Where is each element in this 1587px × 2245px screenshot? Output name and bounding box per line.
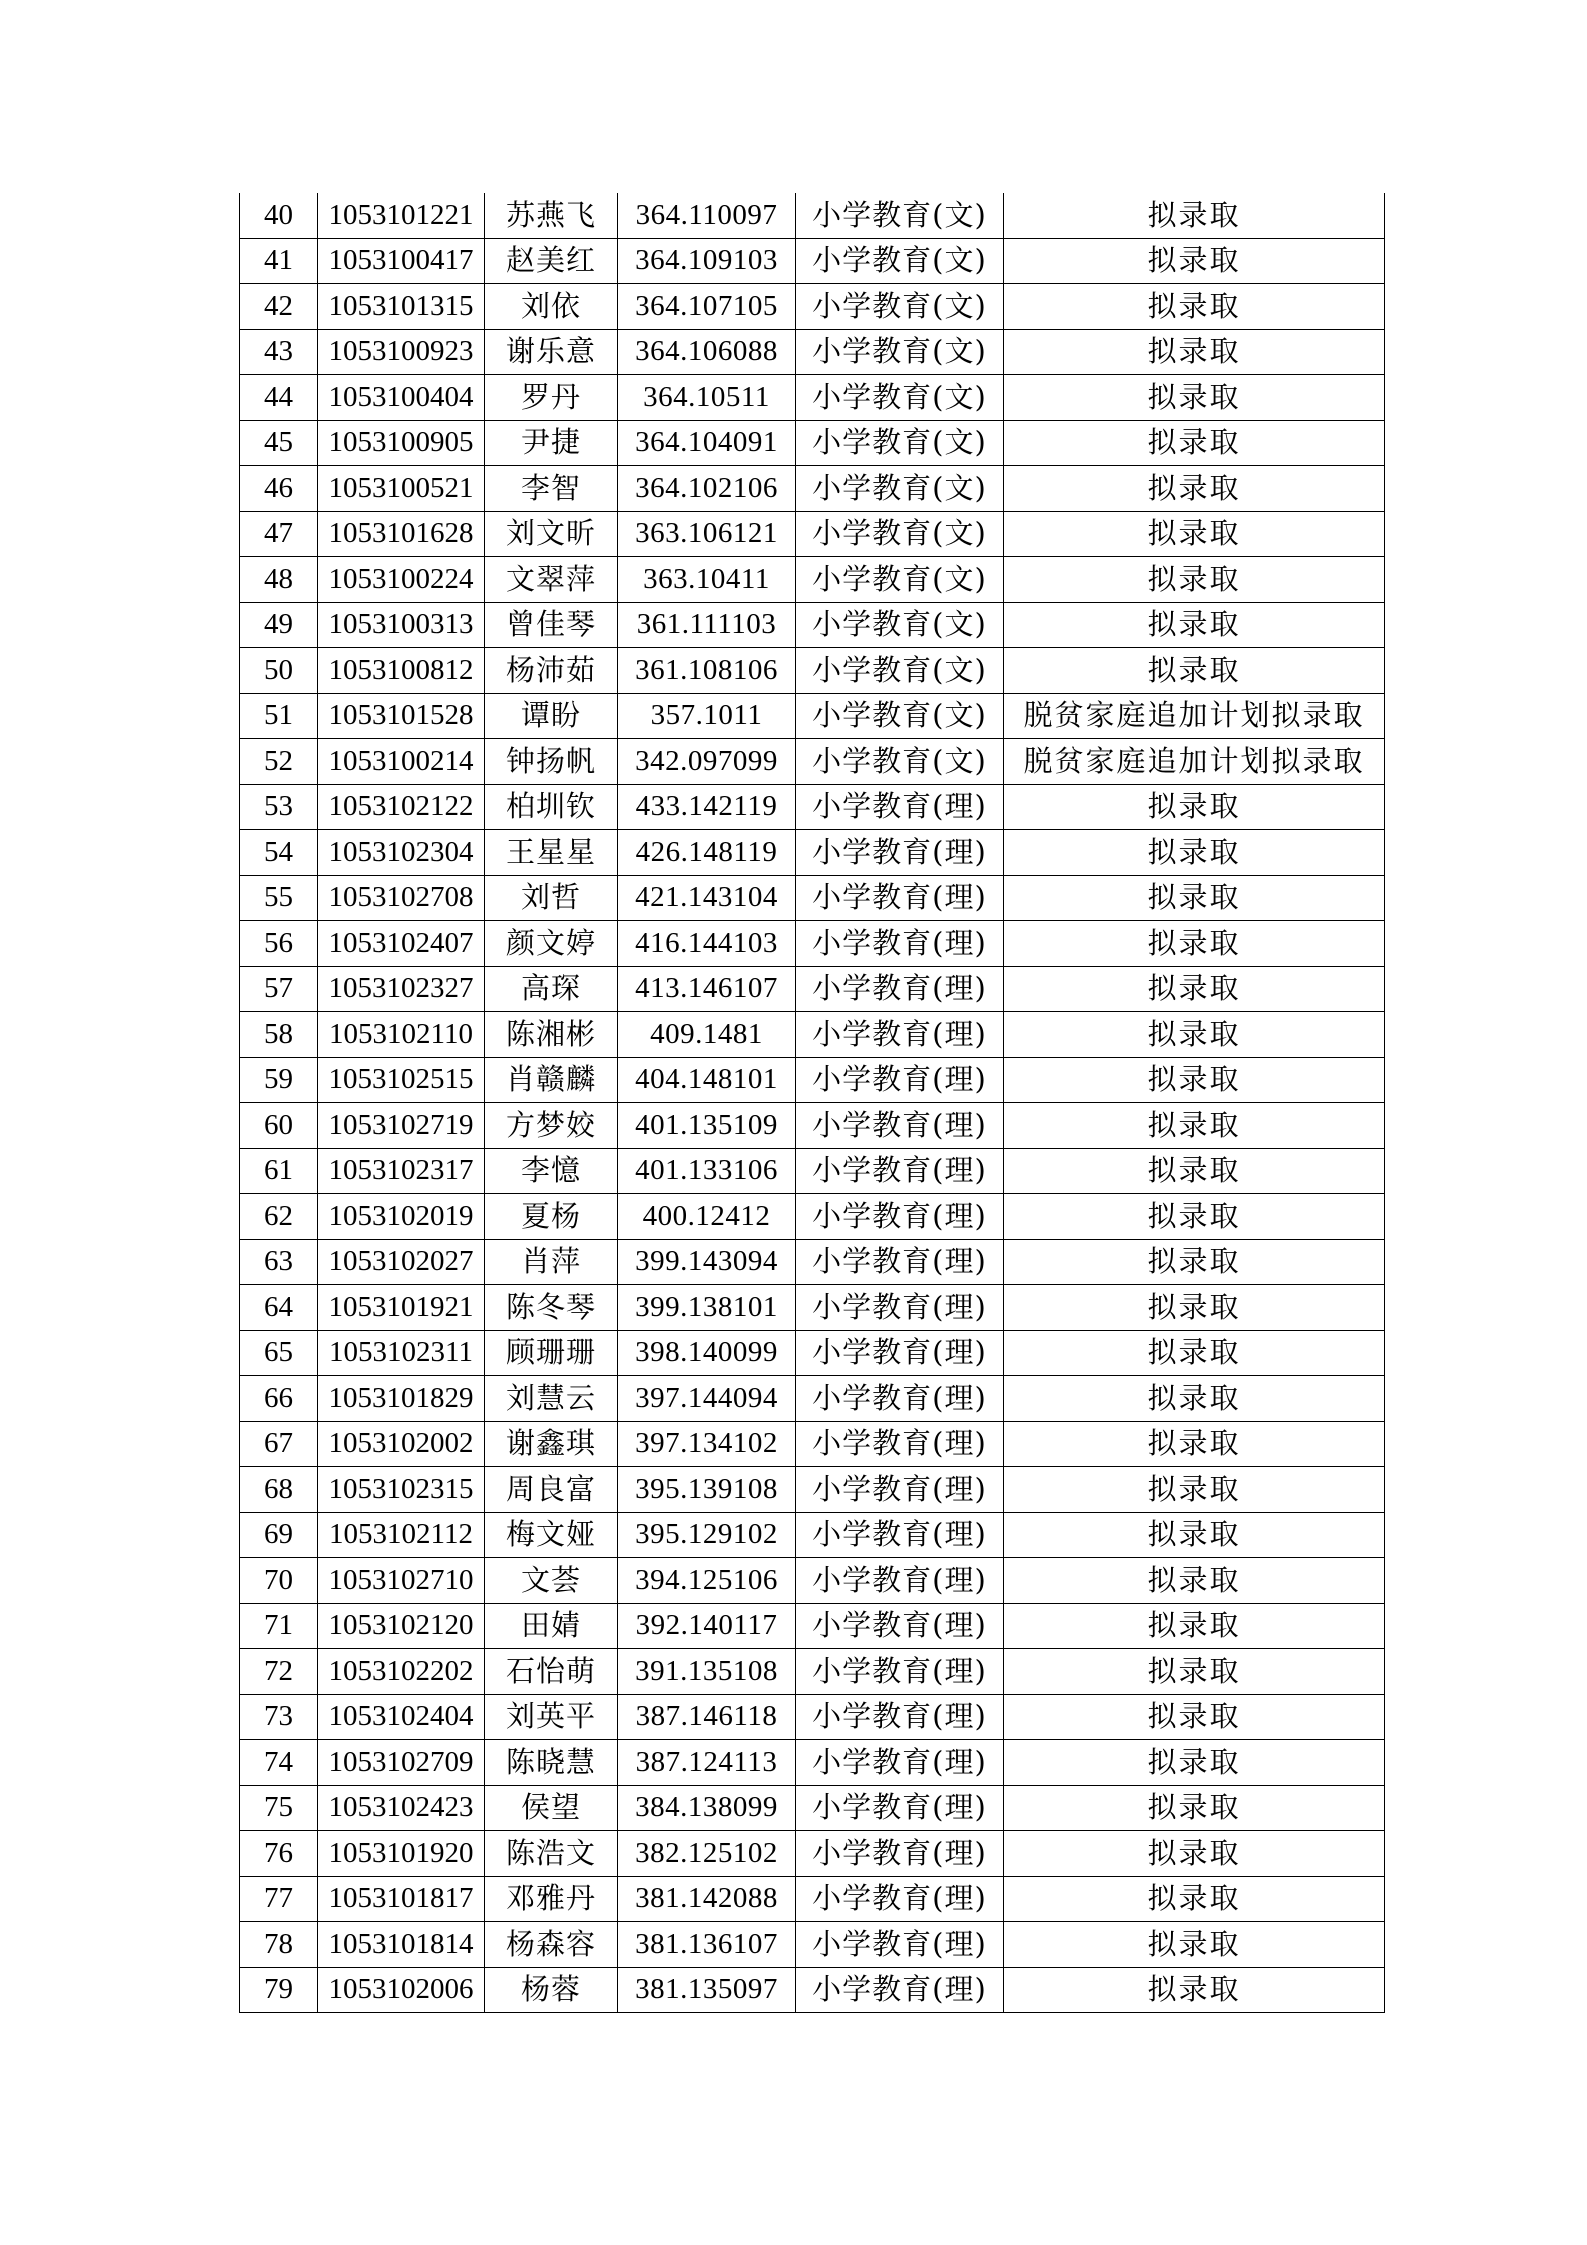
- score-cell: 421.143104: [618, 875, 796, 921]
- admission-status-cell: 拟录取: [1004, 420, 1385, 466]
- score-cell: 381.142088: [618, 1876, 796, 1922]
- score-cell: 361.108106: [618, 648, 796, 694]
- table-row: [240, 1603, 1385, 1649]
- major-cell: 小学教育(文): [796, 193, 1004, 238]
- candidate-id-cell: 1053102719: [318, 1103, 485, 1149]
- table-row: [240, 1421, 1385, 1467]
- candidate-name-cell: 刘依: [485, 284, 618, 330]
- candidate-name-cell: 尹捷: [485, 420, 618, 466]
- candidate-name-cell: 肖萍: [485, 1239, 618, 1285]
- candidate-name-cell: 杨森容: [485, 1922, 618, 1968]
- row-number-cell: 49: [240, 602, 318, 648]
- candidate-id-cell: 1053100404: [318, 375, 485, 421]
- score-cell: 364.102106: [618, 466, 796, 512]
- row-number-cell: 51: [240, 693, 318, 739]
- admission-status-cell: 拟录取: [1004, 1103, 1385, 1149]
- row-number-cell: 52: [240, 739, 318, 785]
- admission-status-cell: 拟录取: [1004, 1649, 1385, 1695]
- candidate-id-cell: 1053102515: [318, 1057, 485, 1103]
- row-number-cell: 64: [240, 1285, 318, 1331]
- table-row: [240, 1740, 1385, 1786]
- table-row: [240, 1194, 1385, 1240]
- row-number-cell: 77: [240, 1876, 318, 1922]
- admission-status-cell: 拟录取: [1004, 648, 1385, 694]
- candidate-name-cell: 陈冬琴: [485, 1285, 618, 1331]
- major-cell: 小学教育(理): [796, 1922, 1004, 1968]
- score-cell: 382.125102: [618, 1831, 796, 1877]
- table-row: [240, 1103, 1385, 1149]
- candidate-name-cell: 杨蓉: [485, 1967, 618, 2013]
- candidate-name-cell: 田婧: [485, 1603, 618, 1649]
- row-number-cell: 44: [240, 375, 318, 421]
- admission-status-cell: 拟录取: [1004, 1603, 1385, 1649]
- score-cell: 361.111103: [618, 602, 796, 648]
- row-number-cell: 43: [240, 329, 318, 375]
- major-cell: 小学教育(理): [796, 921, 1004, 967]
- candidate-name-cell: 肖赣麟: [485, 1057, 618, 1103]
- major-cell: 小学教育(理): [796, 1012, 1004, 1058]
- admission-status-cell: 脱贫家庭追加计划拟录取: [1004, 739, 1385, 785]
- score-cell: 395.139108: [618, 1467, 796, 1513]
- row-number-cell: 45: [240, 420, 318, 466]
- candidate-id-cell: 1053100812: [318, 648, 485, 694]
- table-row: [240, 921, 1385, 967]
- admission-status-cell: 拟录取: [1004, 1239, 1385, 1285]
- table-row: [240, 1558, 1385, 1604]
- row-number-cell: 55: [240, 875, 318, 921]
- score-cell: 381.135097: [618, 1967, 796, 2013]
- score-cell: 364.106088: [618, 329, 796, 375]
- candidate-id-cell: 1053101528: [318, 693, 485, 739]
- candidate-name-cell: 谭盼: [485, 693, 618, 739]
- admission-status-cell: 拟录取: [1004, 1876, 1385, 1922]
- candidate-id-cell: 1053102315: [318, 1467, 485, 1513]
- admission-status-cell: 拟录取: [1004, 193, 1385, 238]
- row-number-cell: 67: [240, 1421, 318, 1467]
- candidate-name-cell: 高琛: [485, 966, 618, 1012]
- candidate-name-cell: 谢鑫琪: [485, 1421, 618, 1467]
- table-row: [240, 1831, 1385, 1877]
- score-cell: 409.1481: [618, 1012, 796, 1058]
- admission-status-cell: 拟录取: [1004, 284, 1385, 330]
- candidate-id-cell: 1053102327: [318, 966, 485, 1012]
- row-number-cell: 58: [240, 1012, 318, 1058]
- candidate-id-cell: 1053102304: [318, 830, 485, 876]
- table-row: [240, 193, 1385, 238]
- table-row: [240, 648, 1385, 694]
- major-cell: 小学教育(理): [796, 1057, 1004, 1103]
- table-row: [240, 466, 1385, 512]
- candidate-name-cell: 方梦姣: [485, 1103, 618, 1149]
- score-cell: 364.107105: [618, 284, 796, 330]
- row-number-cell: 41: [240, 238, 318, 284]
- row-number-cell: 69: [240, 1512, 318, 1558]
- major-cell: 小学教育(文): [796, 739, 1004, 785]
- candidate-name-cell: 刘慧云: [485, 1376, 618, 1422]
- table-row: [240, 1467, 1385, 1513]
- candidate-id-cell: 1053101628: [318, 511, 485, 557]
- candidate-name-cell: 苏燕飞: [485, 193, 618, 238]
- table-row: [240, 1330, 1385, 1376]
- admission-status-cell: 拟录取: [1004, 830, 1385, 876]
- major-cell: 小学教育(理): [796, 1512, 1004, 1558]
- candidate-id-cell: 1053102122: [318, 784, 485, 830]
- candidate-name-cell: 陈晓慧: [485, 1740, 618, 1786]
- admission-status-cell: 拟录取: [1004, 1330, 1385, 1376]
- major-cell: 小学教育(理): [796, 1694, 1004, 1740]
- row-number-cell: 71: [240, 1603, 318, 1649]
- score-cell: 364.10511: [618, 375, 796, 421]
- table-row: [240, 1239, 1385, 1285]
- table-row: [240, 1785, 1385, 1831]
- candidate-id-cell: 1053102202: [318, 1649, 485, 1695]
- table-row: [240, 1876, 1385, 1922]
- table-row: [240, 511, 1385, 557]
- row-number-cell: 74: [240, 1740, 318, 1786]
- row-number-cell: 42: [240, 284, 318, 330]
- row-number-cell: 48: [240, 557, 318, 603]
- admission-status-cell: 拟录取: [1004, 1057, 1385, 1103]
- table-row: [240, 1649, 1385, 1695]
- candidate-name-cell: 侯望: [485, 1785, 618, 1831]
- score-cell: 397.144094: [618, 1376, 796, 1422]
- admission-status-cell: 拟录取: [1004, 1194, 1385, 1240]
- candidate-id-cell: 1053102407: [318, 921, 485, 967]
- candidate-name-cell: 杨沛茹: [485, 648, 618, 694]
- candidate-name-cell: 赵美红: [485, 238, 618, 284]
- score-cell: 395.129102: [618, 1512, 796, 1558]
- candidate-id-cell: 1053101814: [318, 1922, 485, 1968]
- candidate-name-cell: 王星星: [485, 830, 618, 876]
- candidate-id-cell: 1053101920: [318, 1831, 485, 1877]
- admission-status-cell: 拟录取: [1004, 1467, 1385, 1513]
- major-cell: 小学教育(理): [796, 1148, 1004, 1194]
- row-number-cell: 68: [240, 1467, 318, 1513]
- score-cell: 397.134102: [618, 1421, 796, 1467]
- admission-status-cell: 拟录取: [1004, 375, 1385, 421]
- major-cell: 小学教育(理): [796, 1558, 1004, 1604]
- candidate-id-cell: 1053100521: [318, 466, 485, 512]
- score-cell: 404.148101: [618, 1057, 796, 1103]
- score-cell: 387.124113: [618, 1740, 796, 1786]
- candidate-id-cell: 1053100313: [318, 602, 485, 648]
- row-number-cell: 54: [240, 830, 318, 876]
- row-number-cell: 57: [240, 966, 318, 1012]
- table-row: [240, 284, 1385, 330]
- table-row: [240, 1057, 1385, 1103]
- candidate-id-cell: 1053102404: [318, 1694, 485, 1740]
- score-cell: 364.104091: [618, 420, 796, 466]
- score-cell: 416.144103: [618, 921, 796, 967]
- candidate-name-cell: 刘文昕: [485, 511, 618, 557]
- candidate-name-cell: 文翠萍: [485, 557, 618, 603]
- candidate-id-cell: 1053102311: [318, 1330, 485, 1376]
- candidate-id-cell: 1053102002: [318, 1421, 485, 1467]
- candidate-id-cell: 1053102120: [318, 1603, 485, 1649]
- admission-status-cell: 拟录取: [1004, 875, 1385, 921]
- admission-status-cell: 拟录取: [1004, 1967, 1385, 2013]
- row-number-cell: 70: [240, 1558, 318, 1604]
- table-row: [240, 557, 1385, 603]
- admission-status-cell: 拟录取: [1004, 1785, 1385, 1831]
- candidate-name-cell: 柏圳钦: [485, 784, 618, 830]
- major-cell: 小学教育(理): [796, 1467, 1004, 1513]
- admission-status-cell: 拟录取: [1004, 1694, 1385, 1740]
- candidate-name-cell: 刘英平: [485, 1694, 618, 1740]
- admission-table: [239, 193, 1385, 2013]
- major-cell: 小学教育(文): [796, 238, 1004, 284]
- candidate-name-cell: 颜文婷: [485, 921, 618, 967]
- table-row: [240, 693, 1385, 739]
- admission-status-cell: 拟录取: [1004, 557, 1385, 603]
- major-cell: 小学教育(理): [796, 830, 1004, 876]
- table-row: [240, 375, 1385, 421]
- row-number-cell: 59: [240, 1057, 318, 1103]
- major-cell: 小学教育(理): [796, 1967, 1004, 2013]
- candidate-id-cell: 1053102019: [318, 1194, 485, 1240]
- score-cell: 399.143094: [618, 1239, 796, 1285]
- table-row: [240, 1512, 1385, 1558]
- admission-status-cell: 拟录取: [1004, 1831, 1385, 1877]
- score-cell: 391.135108: [618, 1649, 796, 1695]
- major-cell: 小学教育(文): [796, 466, 1004, 512]
- admission-status-cell: 拟录取: [1004, 1285, 1385, 1331]
- score-cell: 387.146118: [618, 1694, 796, 1740]
- major-cell: 小学教育(文): [796, 420, 1004, 466]
- admission-status-cell: 拟录取: [1004, 784, 1385, 830]
- major-cell: 小学教育(文): [796, 648, 1004, 694]
- major-cell: 小学教育(文): [796, 511, 1004, 557]
- admission-status-cell: 拟录取: [1004, 511, 1385, 557]
- candidate-name-cell: 刘哲: [485, 875, 618, 921]
- candidate-name-cell: 文荟: [485, 1558, 618, 1604]
- table-row: [240, 966, 1385, 1012]
- candidate-id-cell: 1053101921: [318, 1285, 485, 1331]
- admission-status-cell: 拟录取: [1004, 1512, 1385, 1558]
- candidate-id-cell: 1053100214: [318, 739, 485, 785]
- table-row: [240, 1285, 1385, 1331]
- row-number-cell: 73: [240, 1694, 318, 1740]
- candidate-name-cell: 梅文娅: [485, 1512, 618, 1558]
- candidate-name-cell: 陈浩文: [485, 1831, 618, 1877]
- table-row: [240, 875, 1385, 921]
- major-cell: 小学教育(理): [796, 966, 1004, 1012]
- table-row: [240, 1012, 1385, 1058]
- admission-status-cell: 拟录取: [1004, 921, 1385, 967]
- row-number-cell: 78: [240, 1922, 318, 1968]
- candidate-name-cell: 顾珊珊: [485, 1330, 618, 1376]
- admission-status-cell: 拟录取: [1004, 1558, 1385, 1604]
- row-number-cell: 56: [240, 921, 318, 967]
- admission-status-cell: 脱贫家庭追加计划拟录取: [1004, 693, 1385, 739]
- candidate-id-cell: 1053102006: [318, 1967, 485, 2013]
- row-number-cell: 65: [240, 1330, 318, 1376]
- row-number-cell: 40: [240, 193, 318, 238]
- candidate-id-cell: 1053102317: [318, 1148, 485, 1194]
- candidate-id-cell: 1053102708: [318, 875, 485, 921]
- major-cell: 小学教育(理): [796, 1649, 1004, 1695]
- row-number-cell: 62: [240, 1194, 318, 1240]
- candidate-name-cell: 钟扬帆: [485, 739, 618, 785]
- table-row: [240, 830, 1385, 876]
- candidate-id-cell: 1053102027: [318, 1239, 485, 1285]
- candidate-name-cell: 李憶: [485, 1148, 618, 1194]
- candidate-name-cell: 夏杨: [485, 1194, 618, 1240]
- major-cell: 小学教育(理): [796, 1376, 1004, 1422]
- score-cell: 413.146107: [618, 966, 796, 1012]
- major-cell: 小学教育(文): [796, 693, 1004, 739]
- table-row: [240, 602, 1385, 648]
- admission-status-cell: 拟录取: [1004, 1922, 1385, 1968]
- major-cell: 小学教育(文): [796, 602, 1004, 648]
- admission-status-cell: 拟录取: [1004, 1421, 1385, 1467]
- major-cell: 小学教育(理): [796, 1876, 1004, 1922]
- candidate-id-cell: 1053101221: [318, 193, 485, 238]
- major-cell: 小学教育(文): [796, 284, 1004, 330]
- score-cell: 433.142119: [618, 784, 796, 830]
- candidate-name-cell: 谢乐意: [485, 329, 618, 375]
- major-cell: 小学教育(理): [796, 784, 1004, 830]
- candidate-name-cell: 石怡萌: [485, 1649, 618, 1695]
- candidate-id-cell: 1053100905: [318, 420, 485, 466]
- admission-status-cell: 拟录取: [1004, 238, 1385, 284]
- candidate-id-cell: 1053102112: [318, 1512, 485, 1558]
- score-cell: 364.109103: [618, 238, 796, 284]
- table-row: [240, 1694, 1385, 1740]
- row-number-cell: 61: [240, 1148, 318, 1194]
- admission-status-cell: 拟录取: [1004, 602, 1385, 648]
- candidate-id-cell: 1053100224: [318, 557, 485, 603]
- table-row: [240, 739, 1385, 785]
- table-row: [240, 784, 1385, 830]
- row-number-cell: 60: [240, 1103, 318, 1149]
- candidate-id-cell: 1053101829: [318, 1376, 485, 1422]
- score-cell: 342.097099: [618, 739, 796, 785]
- admission-status-cell: 拟录取: [1004, 466, 1385, 512]
- admission-status-cell: 拟录取: [1004, 1740, 1385, 1786]
- table-row: [240, 238, 1385, 284]
- major-cell: 小学教育(理): [796, 1285, 1004, 1331]
- major-cell: 小学教育(理): [796, 1194, 1004, 1240]
- candidate-name-cell: 邓雅丹: [485, 1876, 618, 1922]
- major-cell: 小学教育(理): [796, 1330, 1004, 1376]
- candidate-name-cell: 罗丹: [485, 375, 618, 421]
- candidate-name-cell: 周良富: [485, 1467, 618, 1513]
- score-cell: 384.138099: [618, 1785, 796, 1831]
- row-number-cell: 66: [240, 1376, 318, 1422]
- table-row: [240, 1922, 1385, 1968]
- candidate-id-cell: 1053101315: [318, 284, 485, 330]
- major-cell: 小学教育(文): [796, 375, 1004, 421]
- candidate-name-cell: 李智: [485, 466, 618, 512]
- score-cell: 400.12412: [618, 1194, 796, 1240]
- candidate-id-cell: 1053102710: [318, 1558, 485, 1604]
- row-number-cell: 63: [240, 1239, 318, 1285]
- candidate-id-cell: 1053101817: [318, 1876, 485, 1922]
- candidate-id-cell: 1053100417: [318, 238, 485, 284]
- row-number-cell: 46: [240, 466, 318, 512]
- candidate-name-cell: 陈湘彬: [485, 1012, 618, 1058]
- candidate-id-cell: 1053102709: [318, 1740, 485, 1786]
- admission-status-cell: 拟录取: [1004, 966, 1385, 1012]
- candidate-id-cell: 1053102423: [318, 1785, 485, 1831]
- score-cell: 394.125106: [618, 1558, 796, 1604]
- table-row: [240, 1967, 1385, 2013]
- major-cell: 小学教育(理): [796, 875, 1004, 921]
- score-cell: 399.138101: [618, 1285, 796, 1331]
- major-cell: 小学教育(理): [796, 1831, 1004, 1877]
- row-number-cell: 53: [240, 784, 318, 830]
- major-cell: 小学教育(理): [796, 1103, 1004, 1149]
- major-cell: 小学教育(理): [796, 1740, 1004, 1786]
- admission-table-body: [240, 193, 1385, 2013]
- table-row: [240, 1376, 1385, 1422]
- major-cell: 小学教育(文): [796, 557, 1004, 603]
- score-cell: 401.133106: [618, 1148, 796, 1194]
- major-cell: 小学教育(理): [796, 1785, 1004, 1831]
- score-cell: 364.110097: [618, 193, 796, 238]
- row-number-cell: 50: [240, 648, 318, 694]
- candidate-id-cell: 1053100923: [318, 329, 485, 375]
- score-cell: 398.140099: [618, 1330, 796, 1376]
- admission-status-cell: 拟录取: [1004, 329, 1385, 375]
- major-cell: 小学教育(理): [796, 1603, 1004, 1649]
- major-cell: 小学教育(文): [796, 329, 1004, 375]
- row-number-cell: 72: [240, 1649, 318, 1695]
- admission-status-cell: 拟录取: [1004, 1376, 1385, 1422]
- table-row: [240, 1148, 1385, 1194]
- admission-status-cell: 拟录取: [1004, 1148, 1385, 1194]
- major-cell: 小学教育(理): [796, 1239, 1004, 1285]
- score-cell: 392.140117: [618, 1603, 796, 1649]
- row-number-cell: 75: [240, 1785, 318, 1831]
- score-cell: 381.136107: [618, 1922, 796, 1968]
- score-cell: 426.148119: [618, 830, 796, 876]
- row-number-cell: 47: [240, 511, 318, 557]
- admission-status-cell: 拟录取: [1004, 1012, 1385, 1058]
- row-number-cell: 76: [240, 1831, 318, 1877]
- table-row: [240, 329, 1385, 375]
- score-cell: 401.135109: [618, 1103, 796, 1149]
- candidate-name-cell: 曾佳琴: [485, 602, 618, 648]
- candidate-id-cell: 1053102110: [318, 1012, 485, 1058]
- major-cell: 小学教育(理): [796, 1421, 1004, 1467]
- score-cell: 357.1011: [618, 693, 796, 739]
- score-cell: 363.10411: [618, 557, 796, 603]
- row-number-cell: 79: [240, 1967, 318, 2013]
- table-row: [240, 420, 1385, 466]
- score-cell: 363.106121: [618, 511, 796, 557]
